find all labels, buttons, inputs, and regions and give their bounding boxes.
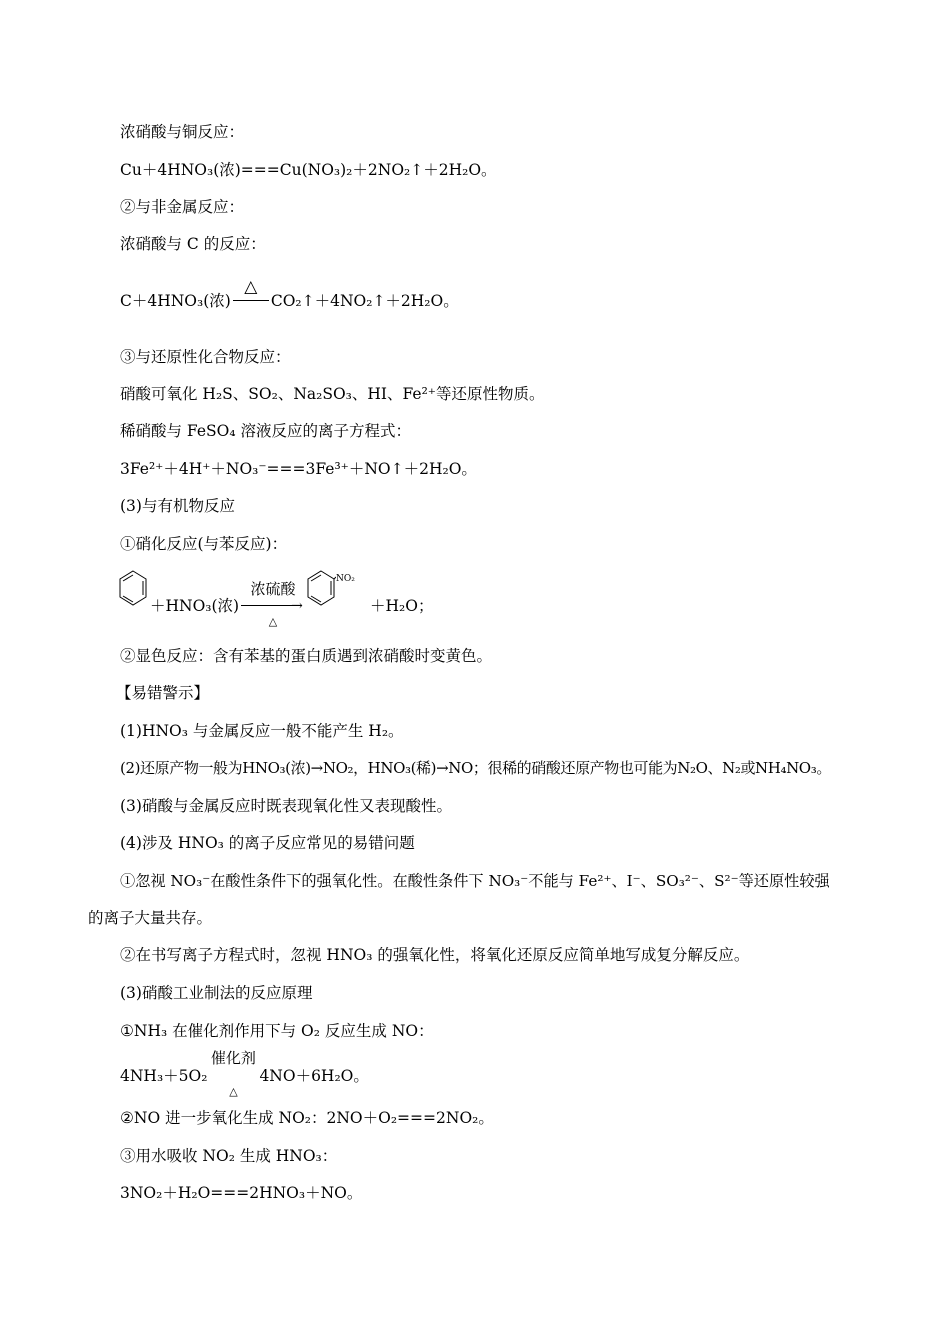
text-line: ①忽视 NO₃⁻在酸性条件下的强氧化性。在酸性条件下 NO₃⁻不能与 Fe²⁺、I⁻、SO₃²⁻、S²⁻等还原性较强 <box>120 872 830 890</box>
nitro-group-label: NO₂ <box>336 574 355 584</box>
reaction-condition <box>241 580 305 628</box>
equation-line <box>120 277 459 311</box>
text-line: 稀硝酸与 FeSO₄ 溶液反应的离子方程式： <box>120 422 411 440</box>
text-line: ①硝化反应(与苯反应)： <box>120 535 288 553</box>
catalyst-label: 浓硫酸 <box>250 580 296 598</box>
text-line: ③用水吸收 NO₂ 生成 HNO₃： <box>120 1147 338 1165</box>
equation-mid: ＋HNO₃(浓) <box>150 597 240 615</box>
text-line: (3)与有机物反应 <box>120 497 235 515</box>
text-line: (3)硝酸与金属反应时既表现氧化性又表现酸性。 <box>120 797 452 815</box>
nitrobenzene-ring-icon <box>306 569 336 609</box>
equation-line <box>120 1049 369 1098</box>
text-line: (2)还原产物一般为HNO₃(浓)→NO₂，HNO₃(稀)→NO；很稀的硝酸还原产物也可能为N₂O、N₂或NH₄NO₃。 <box>120 759 831 777</box>
catalyst-label: 催化剂 <box>210 1049 256 1067</box>
equation-right: 4NO＋6H₂O。 <box>259 1067 369 1085</box>
reaction-arrow <box>241 605 293 606</box>
benzene-ring-icon <box>118 569 148 609</box>
text-line: 浓硝酸与 C 的反应： <box>120 235 266 253</box>
heat-symbol: △ <box>229 1085 238 1098</box>
text-line: (3)硝酸工业制法的反应原理 <box>120 984 313 1002</box>
reaction-bar <box>233 300 269 301</box>
text-line: ①NH₃ 在催化剂作用下与 O₂ 反应生成 NO： <box>120 1022 434 1040</box>
text-line: ②NO 进一步氧化生成 NO₂：2NO＋O₂===2NO₂。 <box>120 1109 494 1127</box>
heat-symbol: △ <box>244 277 258 297</box>
equation-left: 4NH₃＋5O₂ <box>120 1067 208 1085</box>
equation-right: ＋H₂O； <box>370 597 434 615</box>
equation-line: 3NO₂＋H₂O===2HNO₃＋NO。 <box>120 1184 363 1202</box>
text-line: ②显色反应：含有苯基的蛋白质遇到浓硝酸时变黄色。 <box>120 647 493 665</box>
text-line: ③与还原性化合物反应： <box>120 348 291 366</box>
heat-symbol: △ <box>268 615 278 628</box>
equation-line: 3Fe²⁺＋4H⁺＋NO₃⁻===3Fe³⁺＋NO↑＋2H₂O。 <box>120 460 477 478</box>
arrow-head-icon: → <box>291 598 303 614</box>
text-line: 浓硝酸与铜反应： <box>120 123 245 141</box>
reaction-condition <box>233 277 269 311</box>
equation-line <box>150 580 307 628</box>
section-heading: 【易错警示】 <box>116 684 210 702</box>
text-line: 的离子大量共存。 <box>88 909 213 927</box>
text-line: ②在书写离子方程式时，忽视 HNO₃ 的强氧化性，将氧化还原反应简单地写成复分解反应。 <box>120 946 750 964</box>
text-line: (4)涉及 HNO₃ 的离子反应常见的易错问题 <box>120 834 415 852</box>
text-line: ②与非金属反应： <box>120 198 245 216</box>
equation-line: Cu＋4HNO₃(浓)===Cu(NO₃)₂＋2NO₂↑＋2H₂O。 <box>120 161 497 179</box>
text-line: (1)HNO₃ 与金属反应一般不能产生 H₂。 <box>120 722 404 740</box>
text-line: 硝酸可氧化 H₂S、SO₂、Na₂SO₃、HI、Fe²⁺等还原性物质。 <box>120 385 545 403</box>
equation-right: CO₂↑＋4NO₂↑＋2H₂O。 <box>270 292 459 310</box>
reaction-condition <box>209 1049 257 1098</box>
equation-left: C＋4HNO₃(浓) <box>120 292 231 310</box>
